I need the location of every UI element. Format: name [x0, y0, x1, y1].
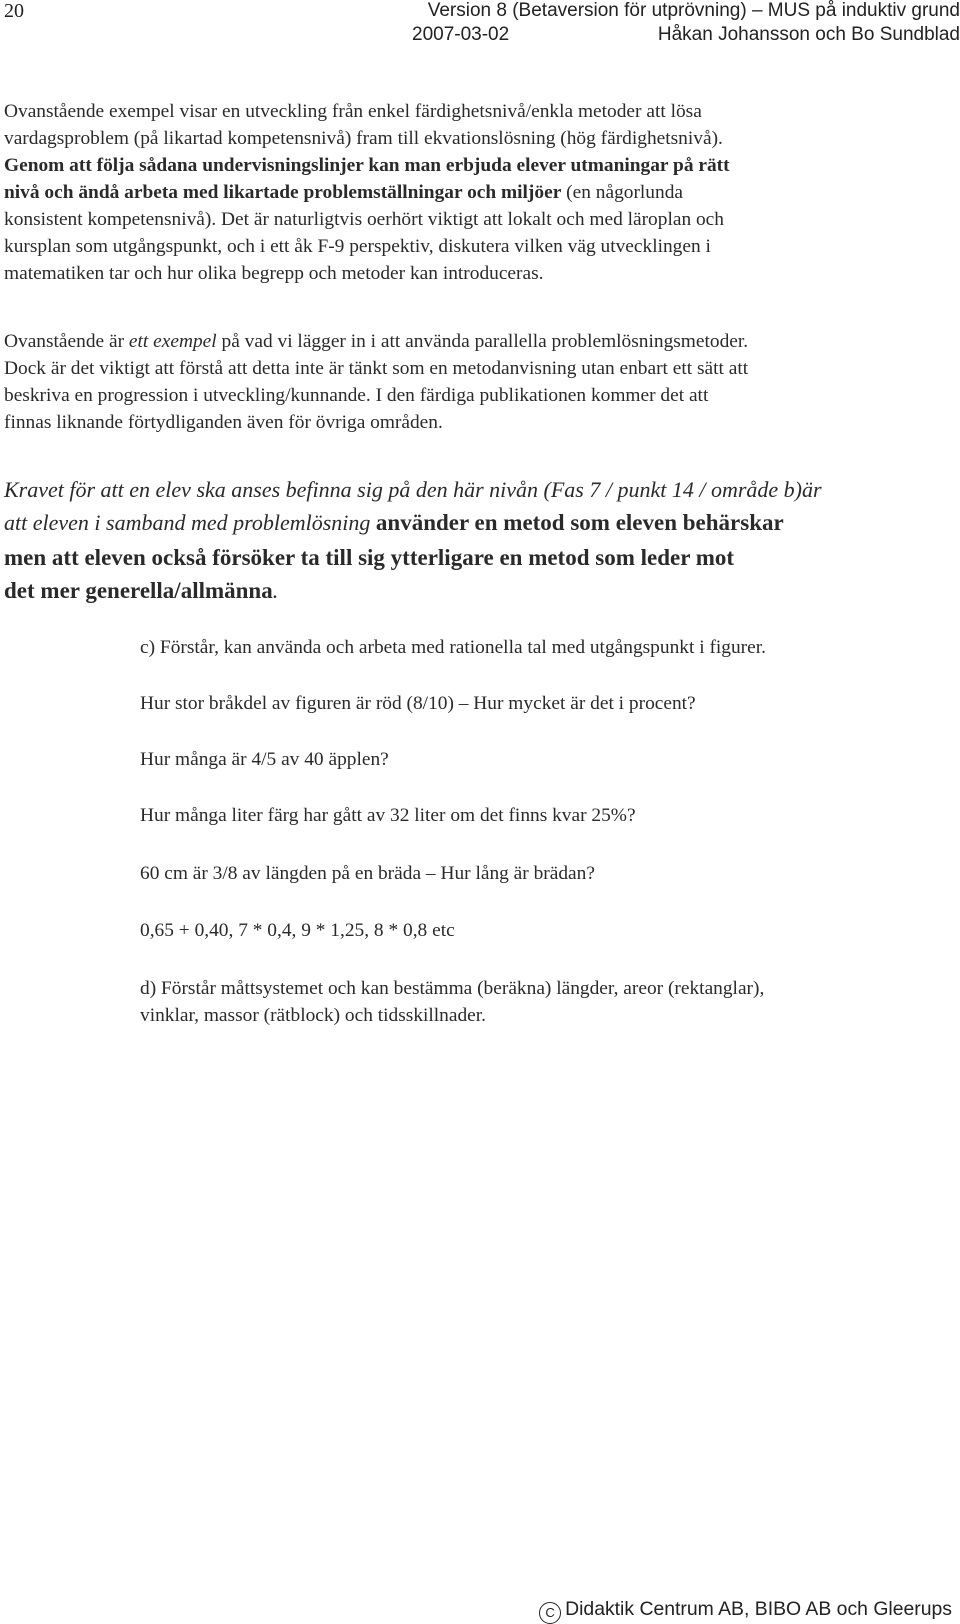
paragraph-2-italic: ett exempel — [128, 331, 217, 352]
question-paint: Hur många liter färg har gått av 32 liter om det finns kvar 25%? — [140, 805, 636, 826]
page-number: 20 — [4, 0, 24, 22]
paragraph-1-line: matematiken tar och hur olika begrepp och metoder kan introduceras. — [4, 263, 544, 284]
list-item-d — [140, 975, 940, 1029]
list-item-d-line: vinklar, massor (rätblock) och tidsskillnader. — [140, 1005, 487, 1026]
paragraph-1-tail: (en någorlunda — [561, 182, 683, 203]
requirement-italic-phrase: att eleven i samband med problemlösning — [4, 510, 376, 535]
requirement-bold-phrase: använder en metod som eleven behärskar — [375, 510, 784, 535]
paragraph-2-line: finnas liknande förtydliganden även för övriga områden. — [4, 412, 443, 433]
paragraph-2-line: beskriva en progression i utveckling/kunnande. I den färdiga publikationen kommer det att — [4, 385, 709, 406]
paragraph-2-post: på vad vi lägger in i att använda parallella problemlösningsmetoder. — [216, 331, 749, 352]
requirement-bold-end: det mer generella/allmänna — [4, 578, 273, 603]
paragraph-1-line: Ovanstående exempel visar en utveckling från enkel färdighetsnivå/enkla metoder att lösa — [4, 101, 702, 122]
requirement-italic-line: Kravet för att en elev ska anses befinna sig på den här nivån (Fas 7 / punkt 14 / område b)är — [4, 477, 822, 502]
question-apples: Hur många är 4/5 av 40 äpplen? — [140, 749, 389, 770]
footer-copyright — [539, 1597, 952, 1624]
header-authors: Håkan Johansson och Bo Sundblad — [657, 24, 960, 45]
paragraph-2 — [4, 328, 956, 436]
list-item-c: c) Förstår, kan använda och arbeta med rationella tal med utgångspunkt i figurer. — [140, 637, 766, 658]
copyright-icon: C — [539, 1602, 561, 1624]
paragraph-1-bold-phrase: nivå och ändå arbeta med likartade problemställningar och miljöer — [4, 182, 562, 203]
calculation-examples: 0,65 + 0,40, 7 * 0,4, 9 * 1,25, 8 * 0,8 etc — [140, 920, 455, 941]
footer-text: Didaktik Centrum AB, BIBO AB och Gleerups — [565, 1598, 952, 1620]
paragraph-1-line: kursplan som utgångspunkt, och i ett åk F-9 perspektiv, diskutera vilken väg utvecklingen i — [4, 236, 711, 257]
paragraph-1-bold-line: Genom att följa sådana undervisningslinjer kan man erbjuda elever utmaningar på rätt — [4, 155, 730, 176]
question-board: 60 cm är 3/8 av längden på en bräda – Hur lång är brädan? — [140, 863, 595, 884]
header-date: 2007-03-02 — [412, 24, 510, 45]
paragraph-2-pre: Ovanstående är — [4, 331, 129, 352]
requirement-period: . — [272, 578, 279, 603]
requirement-paragraph — [4, 473, 956, 609]
requirement-bold-line: men att eleven också försöker ta till sig ytterligare en metod som leder mot — [4, 545, 735, 570]
question-fraction-red: Hur stor bråkdel av figuren är röd (8/10) – Hur mycket är det i procent? — [140, 693, 696, 714]
header-version-line: Version 8 (Betaversion för utprövning) – MUS på induktiv grund — [427, 0, 960, 21]
paragraph-2-line: Dock är det viktigt att förstå att detta inte är tänkt som en metodanvisning utan enbart ett sätt att — [4, 358, 749, 379]
paragraph-1-line: vardagsproblem (på likartad kompetensnivå) fram till ekvationslösning (hög färdighetsnivå). — [4, 128, 723, 149]
list-item-d-line: d) Förstår måttsystemet och kan bestämma (beräkna) längder, areor (rektanglar), — [140, 978, 765, 999]
paragraph-1-line: konsistent kompetensnivå). Det är naturligtvis oerhört viktigt att lokalt och med läroplan och — [4, 209, 724, 230]
paragraph-1 — [4, 98, 956, 287]
